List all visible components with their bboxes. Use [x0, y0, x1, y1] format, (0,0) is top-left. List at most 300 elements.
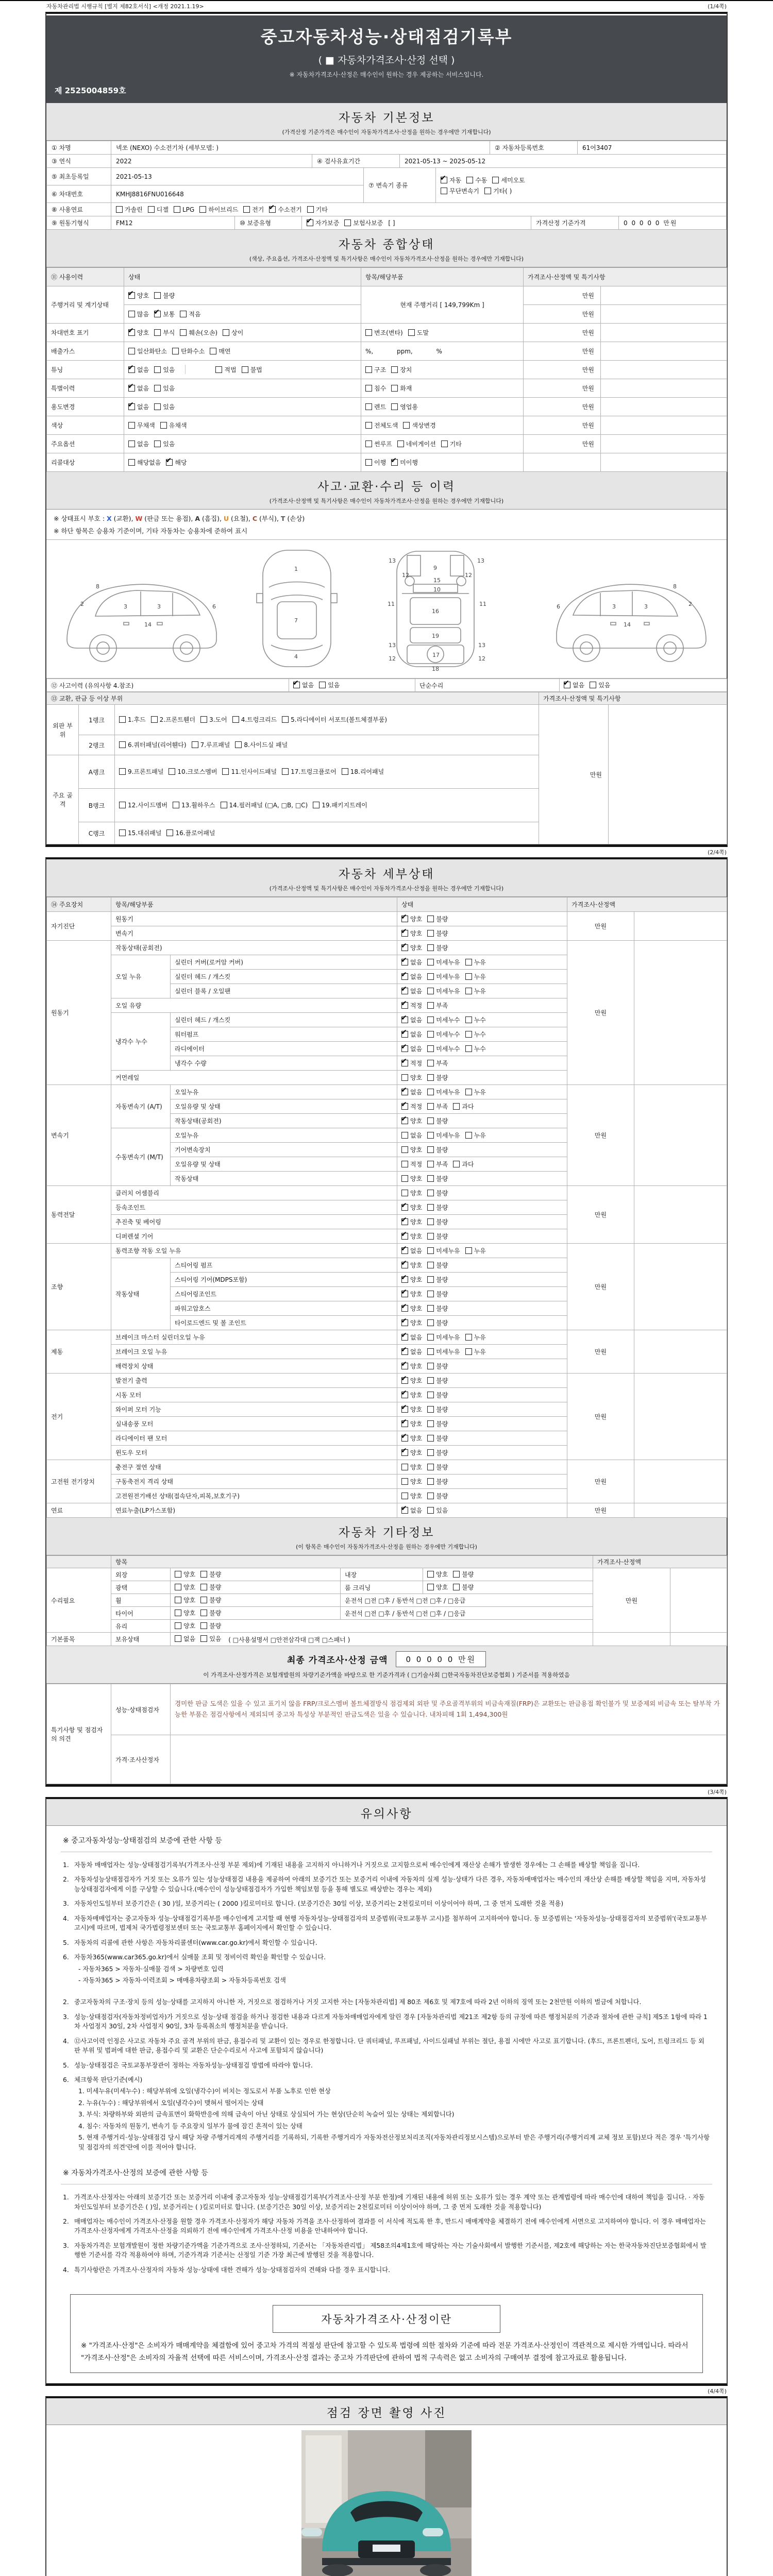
notice-text: [74, 1953, 710, 1985]
notice-paragraph: 중고자동차의 구조·장치 등의 성능·상태를 고지하지 아니한 자, 거짓으로 점검하거나 거짓 고지한 자는 [자동차관리법] 제 80조 제6호 및 제7호에 따라 2년 이하의 징역 또는 2천만원 이하의 벌금에 처합니다.: [74, 1998, 642, 2006]
engine-type-value: FM12: [111, 216, 235, 230]
checkbox-option: [590, 681, 610, 689]
checkbox-label: 누유: [474, 987, 486, 995]
checkbox-option: [401, 1203, 422, 1212]
checkbox-option: [154, 365, 175, 374]
detail-notes-cell: [634, 912, 727, 941]
damage-code-desc: (부식),: [257, 515, 281, 522]
checkbox-unchecked-icon: [427, 1420, 434, 1427]
checkbox-label: 양호: [410, 1204, 423, 1211]
device-mid-자동변속기 (A/T): 자동변속기 (A/T): [111, 1085, 171, 1128]
detail-status: [397, 1330, 567, 1345]
notices-section-header: [46, 1799, 727, 1826]
price-cell: 만원: [524, 286, 601, 305]
detail-item: 충전구 절연 상태: [111, 1460, 397, 1475]
checkbox-label: 적음: [189, 310, 201, 318]
svg-text:6: 6: [557, 603, 560, 610]
car-side-view-left: [67, 584, 216, 662]
checkbox-option: [427, 1203, 448, 1212]
checkbox-option: [441, 187, 479, 195]
damage-code-W: W: [135, 515, 143, 522]
checkbox-option: [427, 1419, 448, 1428]
checkbox-unchecked-icon: [128, 422, 135, 429]
repair-needed-label: 수리필요: [47, 1568, 111, 1633]
notice-number: 2.: [63, 1876, 69, 1884]
checkbox-unchecked-icon: [484, 188, 491, 194]
checkbox-option: [128, 310, 149, 318]
detail-status: [397, 1157, 567, 1172]
checkbox-label: 양호: [410, 1189, 423, 1197]
checkbox-group: [401, 972, 491, 981]
checkbox-label: 미세누유: [436, 958, 460, 966]
repair-a-options: [171, 1620, 593, 1633]
checkbox-option: [465, 1246, 486, 1255]
checkbox-label: 양호: [410, 1434, 423, 1442]
checkbox-label: 없음: [137, 403, 149, 411]
usage-change-item: [361, 398, 524, 416]
checkbox-label: 기타( ): [493, 187, 512, 195]
checkbox-label: 양호: [410, 1319, 423, 1327]
checkbox-option: [401, 1246, 422, 1255]
vin-mark-status: [124, 324, 361, 342]
detail-col-device: ⑭ 주요장치: [47, 897, 111, 912]
checkbox-option: [175, 1621, 195, 1630]
checkbox-checked-icon: [401, 1319, 408, 1326]
mileage-status1: [124, 286, 361, 305]
checkbox-option: [465, 1333, 486, 1342]
checkbox-label: 양호: [410, 1290, 423, 1298]
checkbox-option: [401, 1391, 422, 1399]
detail-item: 파워고압호스: [171, 1301, 397, 1316]
checkbox-label: 양호: [410, 1074, 423, 1081]
checkbox-option: [427, 1044, 460, 1053]
checkbox-unchecked-icon: [232, 716, 239, 723]
checkbox-option: [282, 767, 337, 776]
checkbox-unchecked-icon: [427, 1435, 434, 1442]
checkbox-group: [401, 1405, 453, 1414]
checkbox-unchecked-icon: [154, 403, 161, 410]
checkbox-option: [427, 1275, 448, 1284]
checkbox-label: 미세누수: [436, 1016, 460, 1024]
checkbox-unchecked-icon: [408, 329, 415, 336]
checkbox-label: 없음: [573, 682, 585, 689]
checkbox-option: [427, 1217, 448, 1226]
accident-subheading: (가격조사·산정액 및 특기사항은 매수인이 자동차가격조사·산정을 원하는 경우에만 기재합니다): [269, 498, 504, 504]
detail-item: 오일 유량: [111, 998, 397, 1013]
checkbox-group: [401, 1290, 453, 1298]
checkbox-group: [401, 1448, 453, 1457]
checkbox-option: [174, 206, 194, 213]
tuning-label: 튜닝: [47, 361, 124, 379]
checkbox-option: [401, 1318, 422, 1327]
notice-number: 3.: [63, 2242, 69, 2249]
svg-text:6: 6: [212, 603, 216, 610]
svg-text:4: 4: [294, 653, 298, 660]
checkbox-unchecked-icon: [154, 329, 161, 336]
checkbox-unchecked-icon: [590, 682, 596, 688]
checkbox-unchecked-icon: [154, 366, 161, 373]
detail-item: 실린더 헤드 / 개스킷: [171, 1013, 397, 1027]
checkbox-option: [465, 958, 486, 967]
photos-section-header: [46, 2398, 727, 2425]
year-value: 2022: [111, 154, 312, 168]
checkbox-label: 자동: [449, 176, 462, 184]
detail-item: 기어변속장치: [171, 1143, 397, 1157]
detail-status: [397, 970, 567, 984]
checkbox-label: 3.도어: [209, 716, 227, 723]
detail-status: [397, 955, 567, 970]
checkbox-unchecked-icon: [427, 1507, 434, 1514]
detail-price-cell: 만원: [567, 1503, 634, 1518]
checkbox-label: 썬루프: [374, 440, 392, 448]
checkbox-unchecked-icon: [427, 930, 434, 937]
checkbox-option: [401, 958, 422, 967]
final-price-note: 이 가격조사·산정가격은 보험개발원의 차량기준가액을 바탕으로 한 기준가격과 ( □기술사회 □한국자동차진단보증협회 ) 기준서를 적용하였음: [203, 1671, 570, 1679]
svg-text:13: 13: [478, 642, 485, 649]
checkbox-label: 없음: [137, 440, 149, 448]
checkbox-group: [215, 365, 267, 374]
notice-text: [74, 1914, 710, 1933]
checkbox-group: [441, 176, 530, 184]
checkbox-option: [173, 801, 215, 809]
price-cell: [524, 453, 601, 472]
checkbox-unchecked-icon: [427, 1016, 434, 1023]
checkbox-option: [169, 767, 217, 776]
checkbox-option: [154, 328, 175, 337]
checkbox-group: [401, 1044, 491, 1053]
checkbox-group: [175, 1634, 226, 1643]
car-name-value: 넥쏘 (NEXO) 수소전기차 (세부모델: ): [111, 141, 490, 155]
checkbox-label: 8.사이드실 패널: [244, 741, 288, 749]
checkbox-option: [401, 1030, 422, 1039]
checkbox-unchecked-icon: [427, 944, 434, 951]
year-label: ③ 연식: [46, 154, 111, 168]
svg-text:14: 14: [144, 621, 152, 628]
rank-items: [115, 822, 539, 844]
checkbox-checked-icon: [401, 1233, 408, 1240]
checkbox-unchecked-icon: [427, 1392, 434, 1398]
checkbox-checked-icon: [401, 1218, 408, 1225]
notes-cell: [601, 324, 727, 342]
opinion-table: [46, 1684, 727, 1784]
final-price-section: [46, 1646, 727, 1684]
checkbox-option: [401, 1448, 422, 1457]
checkbox-label: 불량: [436, 1074, 448, 1081]
checkbox-option: [465, 1088, 486, 1096]
device-group-변속기: 변속기: [47, 1085, 111, 1186]
checkbox-unchecked-icon: [427, 1319, 434, 1326]
price-survey-body: ※ "가격조사·산정"은 소비자가 매매계약을 체결함에 있어 중고차 가격의 적절성 판단에 참고할 수 있도록 법령에 의한 절차와 기준에 따라 전문 가격조사·산정인이 객관적으로 제시한 가액입니다. 따라서 "가격조사·산정"은 소비자의 자율적 선택에 따른 서비스이며, 가격조사·산정 결과는 중고차 가격판단에 관하여 법적 구속력은 없고 소비자의 구매여부 결정에 참고자료로 활용됩니다.: [81, 2342, 688, 2362]
checkbox-unchecked-icon: [453, 1584, 460, 1590]
checkbox-label: 보험사보증: [353, 219, 383, 227]
rank-item-checkboxes: [119, 740, 293, 749]
svg-text:13: 13: [389, 557, 396, 564]
device-group-자기진단: 자기진단: [47, 912, 111, 941]
checkbox-label: 없음: [410, 1333, 423, 1341]
checkbox-label: 없음: [410, 1131, 423, 1139]
checkbox-unchecked-icon: [119, 741, 126, 748]
notices-block1-title: ※ 중고자동차성능·상태점검의 보증에 관한 사항 등: [61, 1828, 712, 1852]
checkbox-group: [401, 1246, 491, 1255]
svg-text:2: 2: [688, 601, 692, 607]
checkbox-checked-icon: [401, 1103, 408, 1110]
checkbox-option: [307, 205, 328, 214]
notice-text: [74, 2193, 710, 2212]
checkbox-unchecked-icon: [342, 768, 348, 775]
detail-item: 스티어링조인트: [171, 1287, 397, 1301]
checkbox-option: [313, 801, 367, 809]
checkbox-unchecked-icon: [119, 802, 126, 808]
detail-row: [47, 1244, 727, 1258]
checkbox-label: 양호: [410, 1218, 423, 1226]
checkbox-label: 있음: [598, 682, 611, 689]
notice-subitem: - 자동차365 > 자동차·실매물 검색 > 차량번호 입력: [78, 1965, 224, 1973]
notice-paragraph: 자동차의 리콜에 관한 사항은 자동차리콜센터(www.car.go.kr)에서 확인할 수 있습니다.: [74, 1939, 317, 1946]
main-options-status: [124, 435, 361, 453]
checkbox-checked-icon: [401, 1449, 408, 1456]
detail-item: 오일누유: [171, 1128, 397, 1143]
checkbox-group: [128, 347, 236, 355]
detail-item: 연료누출(LP가스포함): [111, 1503, 397, 1518]
checkbox-option: [397, 439, 436, 448]
device-group-제동: 제동: [47, 1330, 111, 1374]
checkbox-label: 양호: [436, 1571, 448, 1578]
checkbox-checked-icon: [401, 1262, 408, 1268]
notice-number: 6.: [63, 2076, 69, 2083]
checkbox-unchecked-icon: [401, 1464, 408, 1470]
checkbox-option: [401, 1290, 422, 1298]
checkbox-group: [401, 1304, 453, 1313]
device-group-동력전달: 동력전달: [47, 1186, 111, 1244]
notes-cell: [601, 398, 727, 416]
checkbox-checked-icon: [401, 1089, 408, 1095]
transmission-options-line1: [441, 176, 530, 184]
checkbox-unchecked-icon: [151, 716, 158, 723]
checkbox-option: [427, 1362, 448, 1370]
checkbox-label: 불량: [436, 1175, 448, 1182]
detail-status: [397, 1417, 567, 1431]
checkbox-option: [166, 458, 187, 467]
checkbox-option: [427, 1448, 448, 1457]
checkbox-checked-icon: [166, 459, 173, 466]
photos-heading: 점검 장면 촬영 사진: [326, 2406, 447, 2420]
rank-items: [115, 755, 539, 789]
checkbox-option: [401, 1376, 422, 1385]
checkbox-label: LPG: [182, 206, 195, 213]
base-price-value: 0 0 0 0 0 만원: [618, 216, 727, 230]
special-history-row: [47, 379, 727, 398]
checkbox-option: [401, 1001, 422, 1010]
checkbox-label: 없음: [410, 1506, 423, 1514]
checkbox-group: [401, 1001, 453, 1010]
detail-status: [397, 998, 567, 1013]
detail-status: [397, 1446, 567, 1460]
car-name-label: ① 차명: [46, 141, 111, 155]
checkbox-checked-icon: [401, 1276, 408, 1283]
checkbox-option: [427, 1088, 460, 1096]
detail-status: [397, 1172, 567, 1186]
checkbox-label: 양호: [410, 1304, 423, 1312]
checkbox-unchecked-icon: [391, 403, 398, 410]
document-number: 제 2525004859호: [55, 86, 126, 95]
page-4: [45, 2396, 728, 2576]
checkbox-label: 불량: [209, 1571, 222, 1578]
checkbox-option: [408, 328, 429, 337]
page-marker-4: (4/4쪽): [708, 2388, 727, 2395]
checkbox-label: 양호: [410, 944, 423, 952]
detail-row: [47, 1374, 727, 1388]
checkbox-option: [465, 1044, 486, 1053]
detail-status: [397, 1359, 567, 1374]
checkbox-option: [427, 1015, 460, 1024]
overall-header-row: [47, 268, 727, 286]
checkbox-option: [403, 421, 435, 430]
checkbox-label: 불량: [436, 1492, 448, 1500]
detail-status: [397, 1056, 567, 1071]
checkbox-label: 있음: [163, 440, 175, 448]
checkbox-label: 불량: [436, 1434, 448, 1442]
checkbox-unchecked-icon: [441, 440, 448, 447]
checkbox-label: 13.휠하우스: [181, 802, 215, 809]
notice-paragraph: 자동차인도일부터 보증기간은 ( 30 )일, 보증거리는 ( 2000 )킬로미터로 합니다. (보증기간은 30일 이상, 보증거리는 2천킬로미터 이상이어야 하며, 그 중 먼저 도래한 것을 적용): [74, 1900, 564, 1908]
checkbox-label: 양호: [183, 1584, 196, 1591]
detail-status: [397, 1388, 567, 1402]
notes-cell: [601, 305, 727, 324]
notice-paragraph: 매매업자는 매수인이 가격조사·산정을 원할 경우 가격조사·산정자가 해당 자동차 가격을 조사·산정하여 결과를 이 서식에 적도록 한 후, 반드시 매매계약을 체결하기 전에 매수인에게 서면으로 고지하여야 합니다. 이 경우 매매업자는 가격조사·산정자에게 가격조사·산정을 의뢰하기 전에 매수인에게 가격조사·산정 비용을 안내하여야 합니다.: [74, 2217, 706, 2235]
checkbox-group: [401, 987, 491, 995]
checkbox-label: 5.라디에이터 서포트(볼트체결부품): [291, 716, 388, 723]
etc-section-header: [46, 1518, 727, 1555]
checkbox-option: [223, 328, 243, 337]
notice-number: 4.: [63, 2266, 69, 2274]
detail-item: 클러치 어셈블리: [111, 1186, 397, 1200]
notice-text: [74, 2217, 710, 2236]
checkbox-label: 불량: [209, 1609, 222, 1617]
checkbox-group: [128, 291, 180, 300]
checkbox-unchecked-icon: [200, 1635, 207, 1642]
checkbox-unchecked-icon: [465, 1045, 472, 1052]
checkbox-unchecked-icon: [365, 366, 372, 373]
checkbox-group: [401, 1073, 453, 1082]
detail-status: [397, 1374, 567, 1388]
detail-price-cell: 만원: [567, 1186, 634, 1244]
checkbox-unchecked-icon: [427, 1031, 434, 1038]
rank-price-cell: 만원: [539, 705, 609, 844]
checkbox-label: 불량: [436, 1189, 448, 1197]
svg-text:15: 15: [433, 577, 441, 584]
checkbox-option: [401, 1506, 422, 1515]
detail-item: 변속기: [111, 926, 397, 941]
checkbox-option: [154, 291, 175, 300]
page-1: [45, 12, 728, 847]
checkbox-option: [427, 1405, 448, 1414]
checkbox-checked-icon: [307, 219, 313, 226]
page-3: [45, 1797, 728, 2386]
checkbox-checked-icon: [401, 1377, 408, 1384]
checkbox-option: [401, 972, 422, 981]
fuel-label: ⑧ 사용연료: [46, 202, 111, 216]
checkbox-unchecked-icon: [466, 177, 473, 183]
repair-sub-label: 타이어: [111, 1607, 171, 1620]
checkbox-label: 없음: [410, 1016, 423, 1024]
checkbox-unchecked-icon: [180, 311, 187, 317]
checkbox-label: 1.후드: [128, 716, 146, 723]
checkbox-unchecked-icon: [166, 829, 173, 836]
checkbox-unchecked-icon: [465, 1348, 472, 1355]
detail-item: 등속조인트: [111, 1200, 397, 1215]
document-title: 중고자동차성능·상태점검기록부: [260, 27, 513, 47]
repair-sub-label: 외장: [111, 1568, 171, 1581]
transmission-options-line2: [441, 187, 517, 195]
checkbox-label: 적정: [410, 1059, 423, 1067]
checkbox-option: [215, 365, 236, 374]
checkbox-checked-icon: [128, 292, 135, 299]
checkbox-option: [391, 458, 418, 467]
checkbox-unchecked-icon: [427, 1103, 434, 1110]
checkbox-checked-icon: [401, 1031, 408, 1038]
checkbox-label: 양호: [183, 1622, 196, 1630]
detail-item: 구동축전지 격리 상태: [111, 1475, 397, 1489]
checkbox-option: [401, 1088, 422, 1096]
price-cell: 만원: [524, 435, 601, 453]
accident-history-options: [289, 679, 415, 692]
checkbox-unchecked-icon: [453, 1161, 460, 1167]
checkbox-option: [128, 328, 149, 337]
checkbox-option: [427, 1304, 448, 1313]
checkbox-unchecked-icon: [365, 459, 372, 466]
notices-block1-items: [61, 1852, 712, 1991]
checkbox-group: [307, 218, 388, 227]
main-options-item: [361, 435, 524, 453]
svg-text:3: 3: [157, 603, 161, 610]
checkbox-option: [391, 384, 412, 393]
checkbox-option: [427, 1246, 460, 1255]
checkbox-group: [401, 1088, 491, 1096]
checkbox-option: [492, 176, 525, 184]
checkbox-option: [116, 205, 143, 214]
notice-text: [74, 2241, 710, 2260]
detail-status: [397, 1273, 567, 1287]
detail-notes-cell: [634, 1330, 727, 1374]
checkbox-label: 양호: [410, 1391, 423, 1399]
rank-label: 1랭크: [79, 705, 115, 735]
notice-item: [63, 1875, 710, 1894]
checkbox-unchecked-icon: [154, 385, 161, 392]
checkbox-label: 양호: [410, 1492, 423, 1500]
hold-status-label: 보유상태: [111, 1633, 171, 1646]
checkbox-option: [465, 987, 486, 995]
checkbox-label: 불량: [436, 1218, 448, 1226]
checkbox-label: 17.트렁크플로어: [291, 768, 337, 775]
recall-item: [361, 453, 524, 472]
notices-block3-title: ※ 자동차가격조사·산정의 보증에 관한 사항 등: [61, 2160, 712, 2184]
svg-text:3: 3: [124, 603, 127, 610]
checkbox-group: [175, 1608, 226, 1617]
detail-item: 윈도우 모터: [111, 1446, 397, 1460]
accident-history-table: [46, 679, 727, 692]
checkbox-option: [391, 365, 412, 374]
checkbox-group: [365, 439, 467, 448]
checkbox-label: 적정: [410, 1002, 423, 1009]
checkbox-option: [401, 943, 422, 952]
checkbox-option: [307, 218, 339, 227]
checkbox-unchecked-icon: [427, 1571, 434, 1578]
basic-items-row: [47, 1633, 727, 1646]
vin-label: ⑥ 차대번호: [46, 185, 111, 203]
checkbox-unchecked-icon: [465, 1016, 472, 1023]
checkbox-option: [175, 1608, 195, 1617]
recall-status: [124, 453, 361, 472]
